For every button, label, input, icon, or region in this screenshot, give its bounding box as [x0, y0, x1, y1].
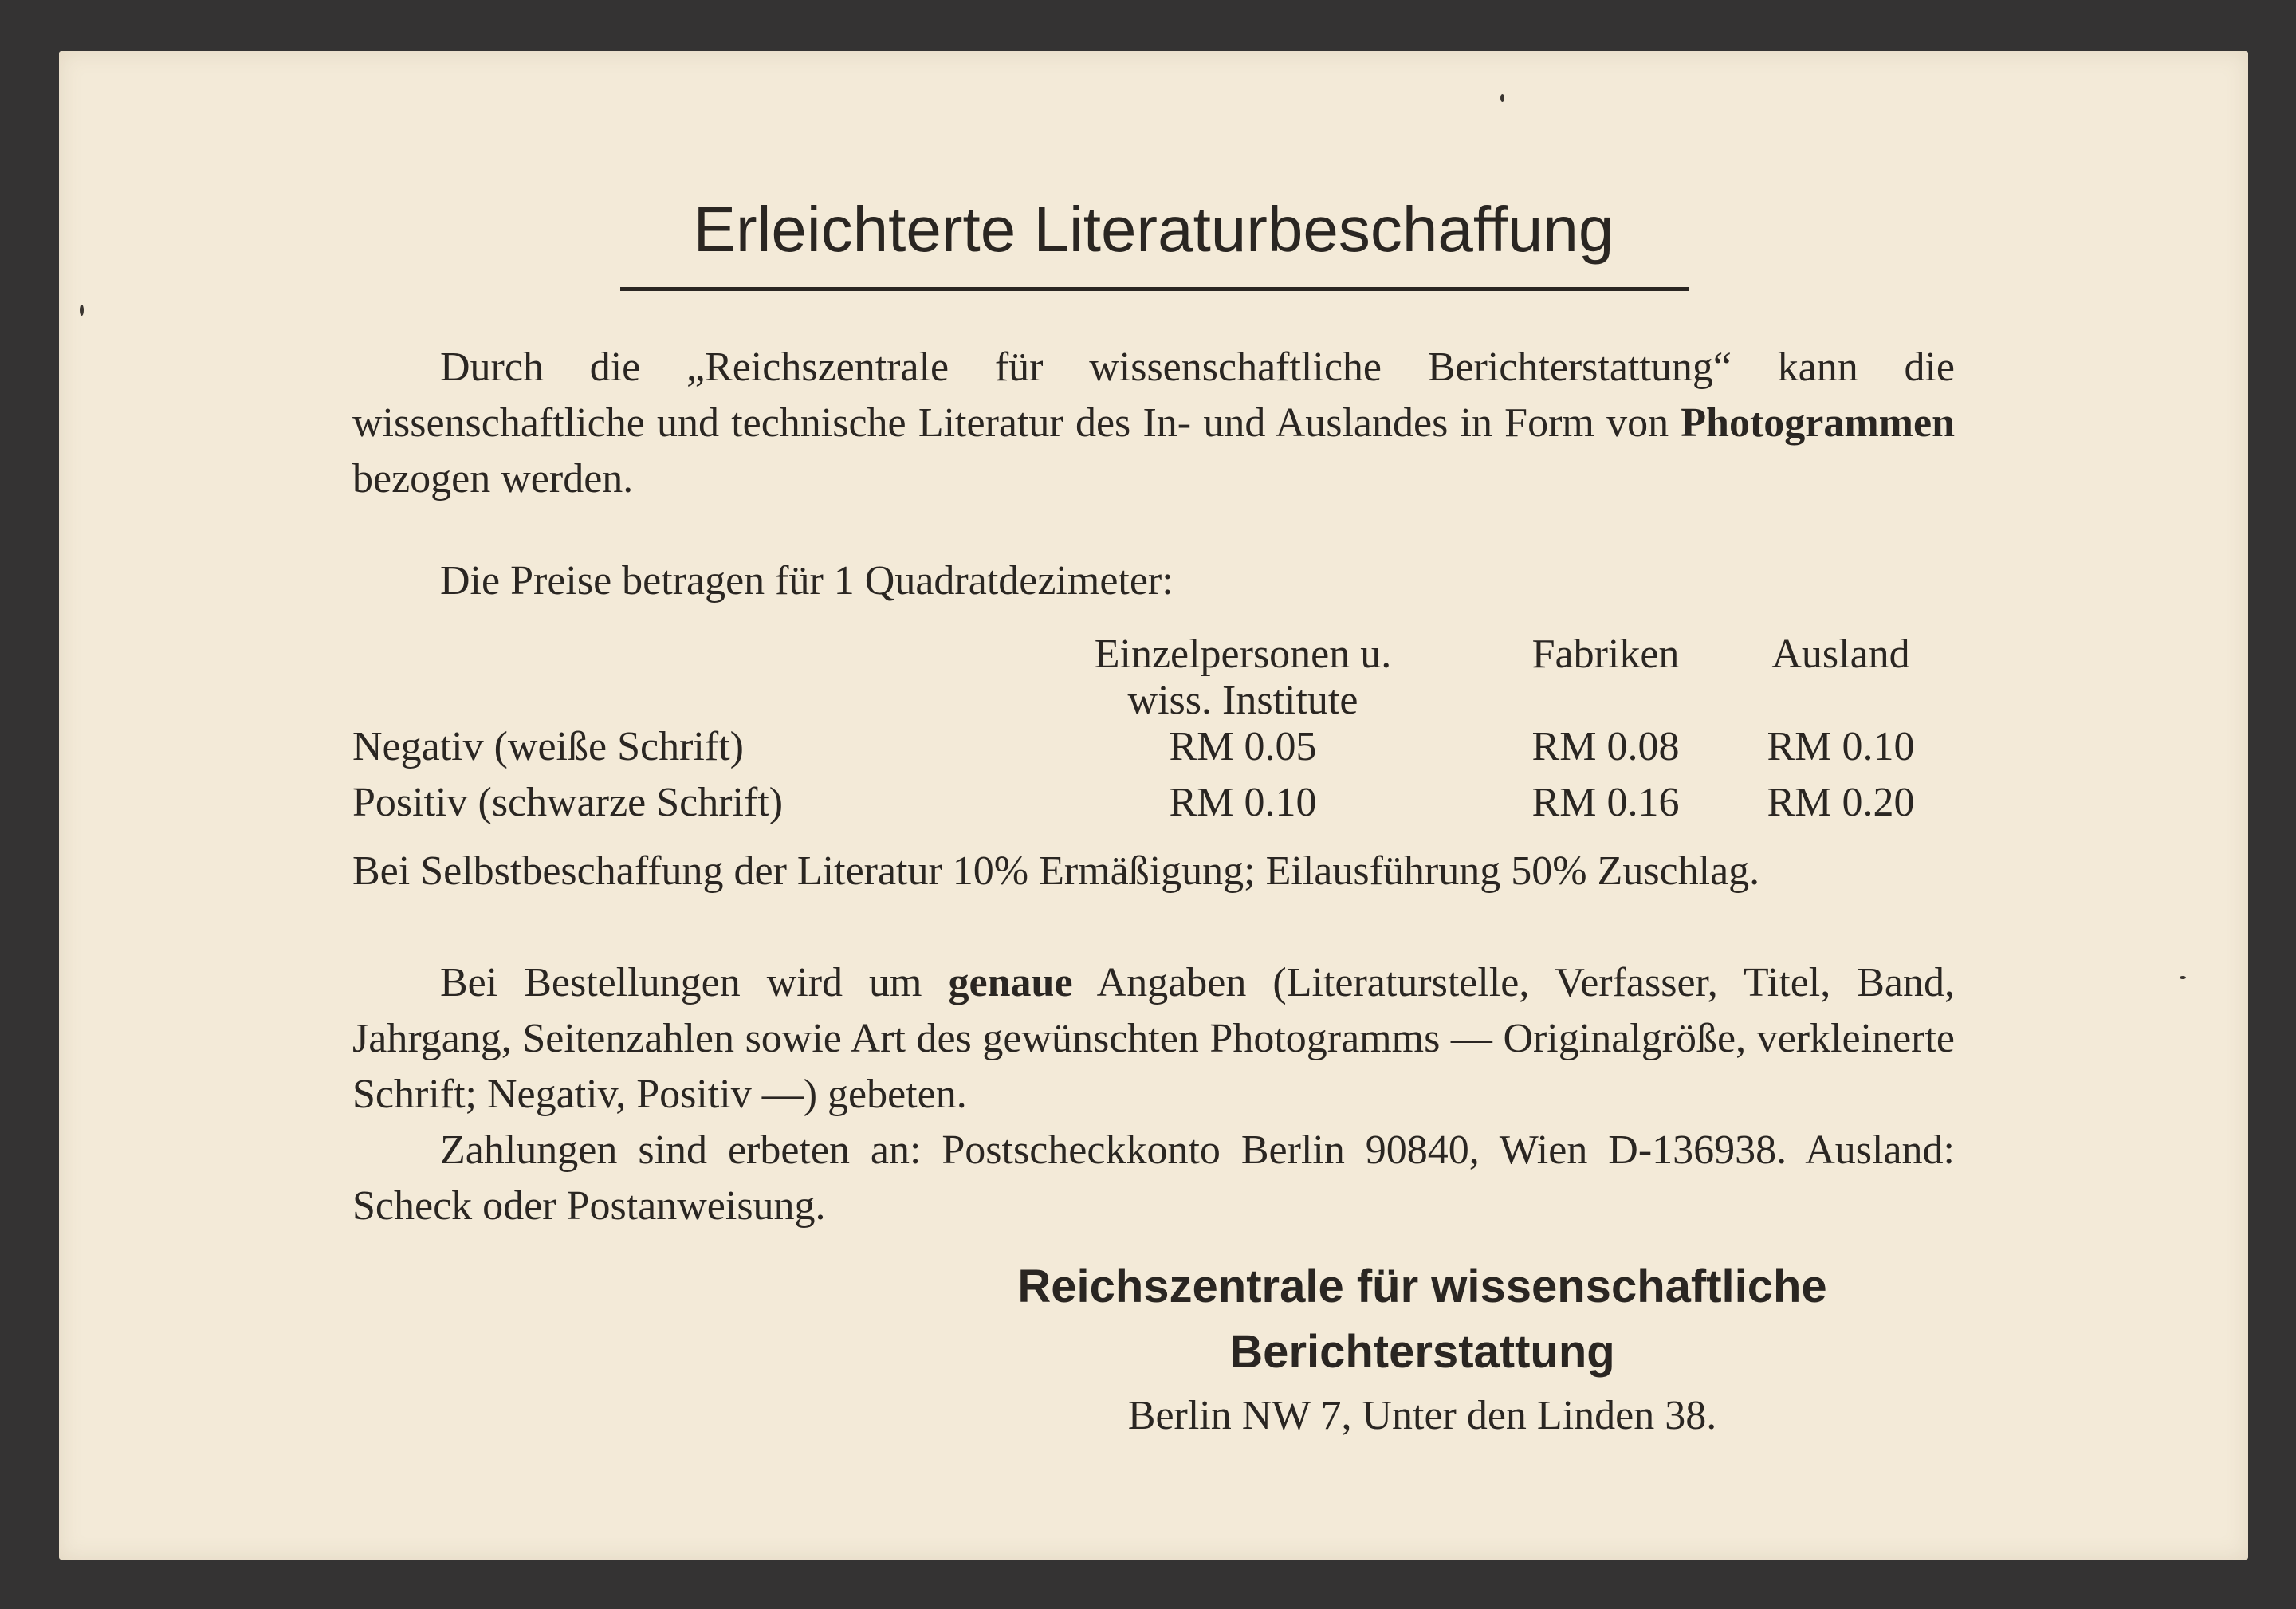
price-cell: RM 0.10 — [1169, 780, 1317, 825]
orders-paragraph — [352, 955, 1955, 1123]
ink-speck — [1500, 94, 1504, 102]
title-underline — [620, 287, 1689, 291]
orders-bold-term: genaue — [948, 960, 1073, 1005]
discount-paragraph: Bei Selbstbeschaffung der Literatur 10% Ermäßigung; Eilausführung 50% Zuschlag. — [352, 848, 1760, 894]
price-cell: RM 0.16 — [1531, 780, 1680, 825]
payment-paragraph: Zahlungen sind erbeten an: Postscheckkonto Berlin 90840, Wien D-136938. Ausland: Scheck oder Postanweisung. — [352, 1127, 1955, 1229]
price-cell: RM 0.10 — [1767, 724, 1915, 769]
orders-text-end: Angaben (Literaturstelle, Verfasser, Titel, Band, Jahrgang, Seitenzahlen sowie Art des gewünschten Photogramms — Originalgröße, verkleinerte Schrift; Negativ, Positiv —) gebeten. — [352, 960, 1955, 1117]
row-label-negative: Negativ (weiße Schrift) — [352, 724, 744, 769]
ink-speck — [2180, 976, 2186, 979]
column-header-line: wiss. Institute — [1127, 678, 1358, 723]
intro-text: Durch die „Reichszentrale für wissenschaftliche Berichterstattung“ kann die wissenschaftliche und technische Literatur des In- und Auslandes in Form von — [352, 344, 1955, 446]
signature-line-1: Reichszentrale für wissenschaftliche — [1017, 1261, 1827, 1312]
intro-paragraph — [352, 340, 1955, 507]
signature-address: Berlin NW 7, Unter den Linden 38. — [1127, 1393, 1717, 1438]
column-header-abroad: Ausland — [1771, 631, 1910, 677]
row-label-positive: Positiv (schwarze Schrift) — [352, 780, 784, 825]
price-cell: RM 0.08 — [1531, 724, 1680, 769]
intro-bold-term: Photogrammen — [1681, 400, 1955, 446]
price-cell: RM 0.20 — [1767, 780, 1915, 825]
signature-line-2: Berichterstattung — [1229, 1326, 1615, 1378]
price-cell: RM 0.05 — [1169, 724, 1317, 769]
document-card — [59, 51, 2248, 1560]
document-title: Erleichterte Literaturbeschaffung — [693, 194, 1614, 265]
ink-speck — [80, 305, 84, 316]
prices-intro: Die Preise betragen für 1 Quadratdezimeter: — [440, 558, 1174, 604]
column-header-line: Einzelpersonen u. — [1094, 631, 1392, 677]
orders-text: Bei Bestellungen wird um — [440, 960, 949, 1005]
column-header-factories: Fabriken — [1531, 631, 1680, 677]
column-header-individuals — [1071, 631, 1414, 724]
intro-text-end: bezogen werden. — [352, 456, 634, 502]
